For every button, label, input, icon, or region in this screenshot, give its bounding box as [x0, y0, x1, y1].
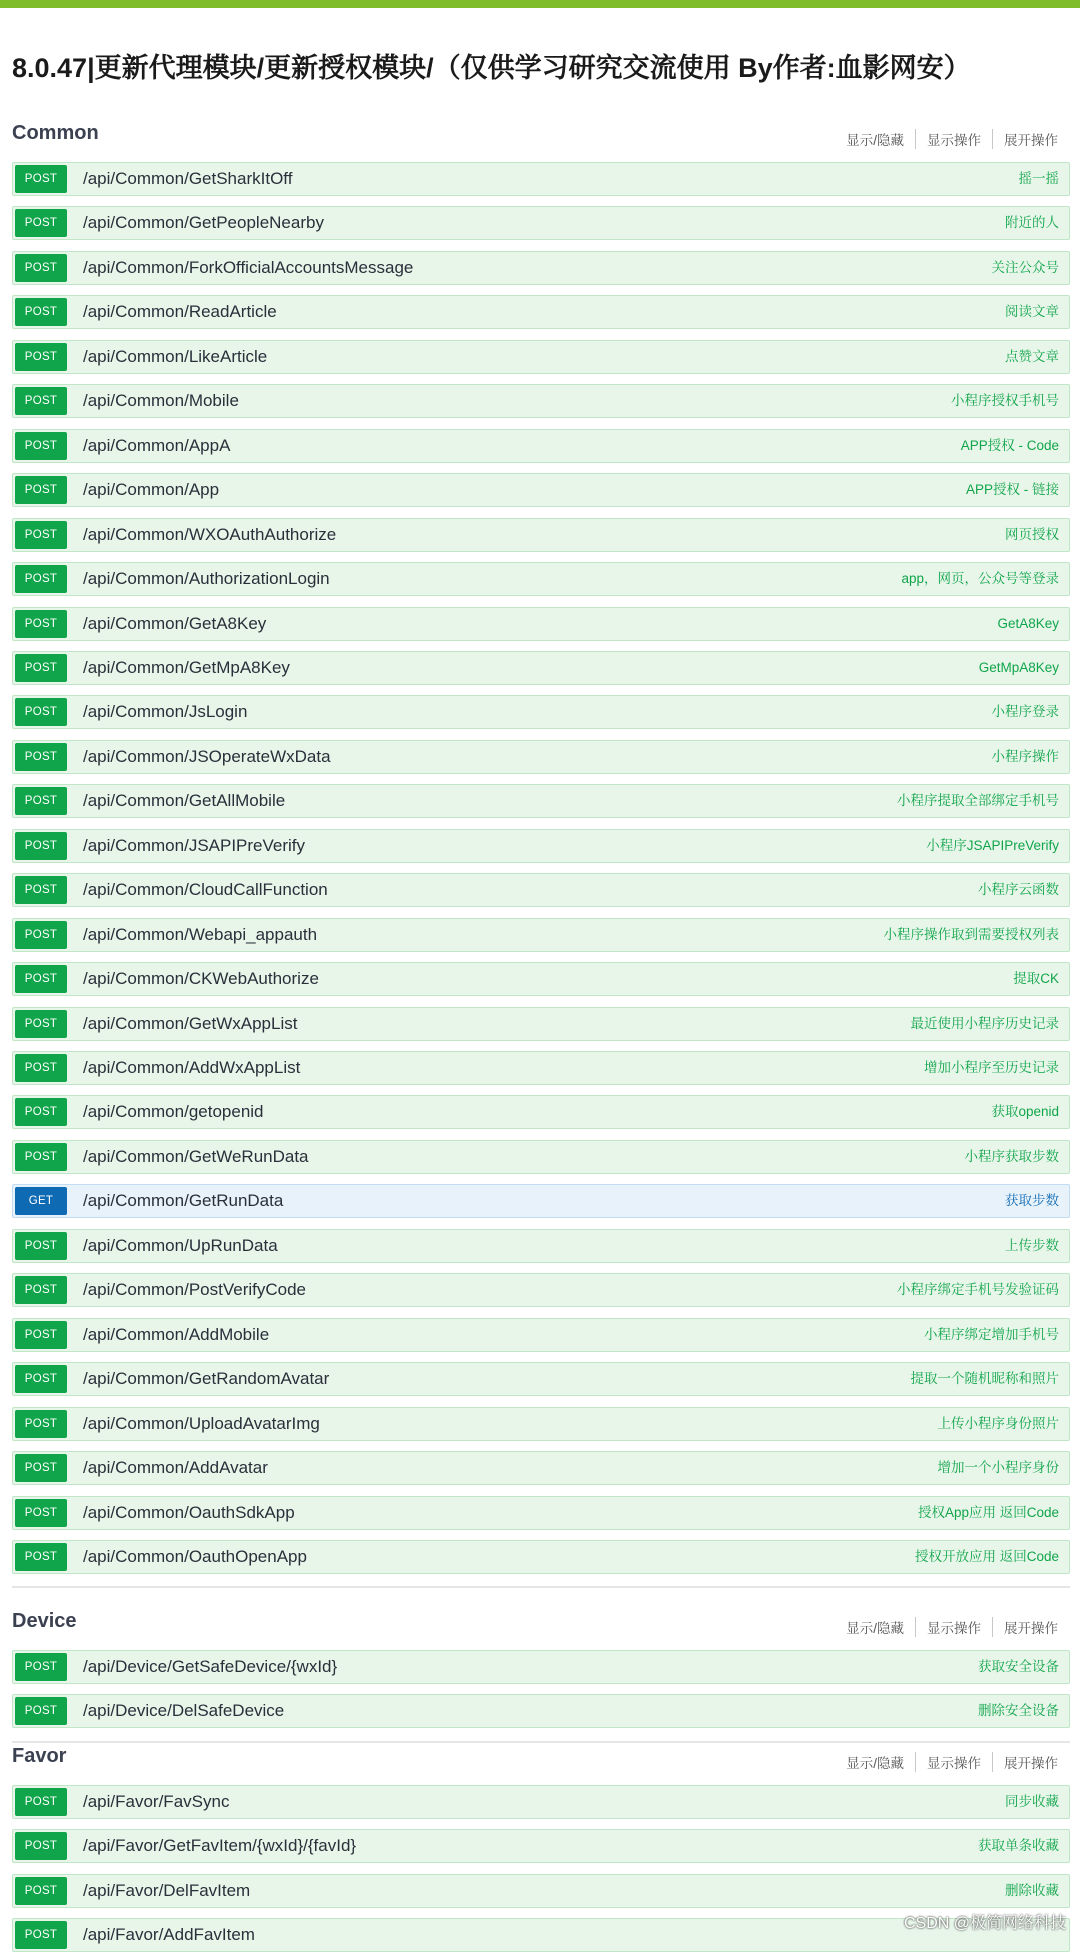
operation-row[interactable]	[12, 1407, 1070, 1441]
operation-row[interactable]	[12, 607, 1070, 641]
endpoint-path[interactable]: /api/Common/GetA8Key	[83, 613, 267, 633]
endpoint-path[interactable]: /api/Common/GetPeopleNearby	[83, 213, 324, 233]
endpoint-path[interactable]: /api/Common/GetAllMobile	[83, 791, 286, 811]
http-method-badge[interactable]: POST	[15, 921, 67, 949]
http-method-badge[interactable]: POST	[15, 832, 67, 860]
endpoint-summary[interactable]: 小程序绑定手机号发验证码	[897, 1282, 1059, 1298]
endpoint-summary[interactable]: 增加小程序至历史记录	[924, 1060, 1059, 1075]
endpoint-summary[interactable]: 小程序提取全部绑定手机号	[897, 793, 1059, 809]
endpoint-path[interactable]: /api/Common/JSAPIPreVerify	[83, 835, 306, 855]
endpoint-summary[interactable]: 删除收藏	[1005, 1882, 1059, 1898]
show-operations-link[interactable]: 显示操作	[915, 1752, 992, 1772]
endpoint-summary[interactable]: 关注公众号	[991, 259, 1059, 275]
http-method-badge[interactable]: POST	[15, 254, 67, 282]
endpoint-path[interactable]: /api/Common/PostVerifyCode	[83, 1280, 306, 1300]
endpoint-summary[interactable]: 小程序操作取到需要授权列表	[883, 926, 1059, 942]
watermark: CSDN @极简网络科技	[903, 1915, 1066, 1932]
operation-row[interactable]	[12, 918, 1070, 952]
operation-row[interactable]	[12, 1229, 1070, 1263]
operation-row[interactable]	[12, 1273, 1070, 1307]
expand-operations-link[interactable]: 展开操作	[992, 129, 1058, 149]
endpoint-path[interactable]: /api/Favor/FavSync	[83, 1792, 230, 1811]
endpoint-summary[interactable]: 获取步数	[1005, 1193, 1059, 1209]
section-header	[0, 112, 1080, 160]
endpoint-path[interactable]: /api/Common/UpRunData	[83, 1235, 278, 1255]
endpoint-path[interactable]: /api/Common/GetRunData	[83, 1191, 284, 1211]
operation-row[interactable]	[12, 429, 1070, 463]
endpoint-path[interactable]: /api/Common/CKWebAuthorize	[83, 969, 319, 989]
endpoint-path[interactable]: /api/Device/GetSafeDevice/{wxId}	[83, 1657, 338, 1676]
operation-row[interactable]	[12, 1694, 1070, 1728]
endpoint-summary[interactable]: app，网页，公众号等登录	[901, 571, 1059, 587]
operation-row[interactable]	[12, 740, 1070, 774]
endpoint-summary[interactable]: 提取一个随机昵称和照片	[910, 1371, 1059, 1387]
page-title: 8.0.47|更新代理模块/更新授权模块/（仅供学习研究交流使用 By作者:血影网安）	[12, 53, 971, 83]
operation-row[interactable]	[12, 1184, 1070, 1218]
operation-row[interactable]	[12, 206, 1070, 240]
operation-row[interactable]	[12, 1540, 1070, 1574]
endpoint-path[interactable]: /api/Common/CloudCallFunction	[83, 880, 328, 900]
http-method-badge[interactable]: POST	[15, 610, 67, 638]
section-header	[0, 1735, 1080, 1783]
endpoint-summary[interactable]: 阅读文章	[1005, 304, 1059, 320]
operation-row[interactable]	[12, 1785, 1070, 1819]
http-method-badge[interactable]: POST	[15, 1232, 67, 1260]
http-method-badge[interactable]: GET	[15, 1187, 67, 1215]
endpoint-summary[interactable]: 小程序JSAPIPreVerify	[926, 837, 1059, 853]
operation-row[interactable]	[12, 1140, 1070, 1174]
operation-row[interactable]	[12, 1650, 1070, 1684]
endpoint-path[interactable]: /api/Device/DelSafeDevice	[83, 1701, 285, 1721]
http-method-badge[interactable]: POST	[15, 1697, 67, 1725]
http-method-badge[interactable]: POST	[15, 1276, 67, 1304]
endpoint-path[interactable]: /api/Common/Webapi_appauth	[83, 924, 318, 944]
http-method-badge[interactable]: POST	[15, 743, 67, 771]
operation-row[interactable]	[12, 562, 1070, 596]
http-method-badge[interactable]: POST	[15, 521, 67, 549]
endpoint-path[interactable]: /api/Common/GetRandomAvatar	[83, 1369, 330, 1389]
operation-row[interactable]	[12, 1451, 1070, 1485]
endpoint-summary[interactable]: 小程序绑定增加手机号	[924, 1326, 1059, 1342]
operation-row[interactable]	[12, 162, 1070, 196]
http-method-badge[interactable]: POST	[15, 476, 67, 504]
endpoint-summary[interactable]: 小程序云函数	[978, 882, 1059, 898]
endpoint-path[interactable]: /api/Common/JsLogin	[83, 702, 248, 722]
endpoint-path[interactable]: /api/Common/OauthOpenApp	[83, 1546, 307, 1566]
operation-row[interactable]	[12, 1829, 1070, 1863]
endpoint-summary[interactable]: APP授权 - 链接	[965, 482, 1059, 498]
endpoint-path[interactable]: /api/Common/UploadAvatarImg	[83, 1413, 320, 1433]
toggle-visibility-link[interactable]: 显示/隐藏	[846, 1621, 904, 1636]
http-method-badge[interactable]: POST	[15, 432, 67, 460]
endpoint-path[interactable]: /api/Common/Mobile	[83, 391, 239, 411]
section-actions	[835, 1617, 1058, 1637]
operation-row[interactable]	[12, 1874, 1070, 1908]
endpoint-summary[interactable]: 增加一个小程序身份	[937, 1460, 1059, 1476]
endpoint-summary[interactable]: 提取CK	[1013, 971, 1059, 987]
endpoint-summary[interactable]: 获取单条收藏	[978, 1838, 1059, 1854]
toggle-visibility-link[interactable]: 显示/隐藏	[846, 1756, 904, 1771]
endpoint-summary[interactable]: 上传小程序身份照片	[937, 1415, 1059, 1431]
endpoint-path[interactable]: /api/Common/LikeArticle	[83, 346, 268, 366]
endpoint-summary[interactable]: 删除安全设备	[978, 1703, 1059, 1719]
http-method-badge[interactable]: POST	[15, 876, 67, 904]
operation-row[interactable]	[12, 384, 1070, 418]
endpoint-summary[interactable]: GetMpA8Key	[978, 659, 1059, 675]
http-method-badge[interactable]: POST	[15, 1143, 67, 1171]
endpoint-summary[interactable]: 网页授权	[1005, 526, 1059, 542]
operation-row[interactable]	[12, 1051, 1070, 1085]
http-method-badge[interactable]: POST	[15, 165, 67, 193]
expand-operations-link[interactable]: 展开操作	[992, 1752, 1058, 1772]
http-method-badge[interactable]: POST	[15, 1877, 67, 1905]
endpoint-summary[interactable]: 同步收藏	[1005, 1794, 1059, 1809]
http-method-badge[interactable]: POST	[15, 565, 67, 593]
top-accent-bar	[0, 0, 1080, 8]
endpoint-path[interactable]: /api/Common/ForkOfficialAccountsMessage	[83, 257, 414, 277]
show-operations-link[interactable]: 显示操作	[915, 129, 992, 149]
endpoint-summary[interactable]: 小程序登录	[991, 704, 1059, 720]
endpoint-summary[interactable]: 摇一摇	[1018, 171, 1059, 186]
operation-row[interactable]	[12, 784, 1070, 818]
endpoint-path[interactable]: /api/Common/GetWeRunData	[83, 1146, 309, 1166]
http-method-badge[interactable]: POST	[15, 1098, 67, 1126]
section-header	[0, 1600, 1080, 1648]
endpoint-path[interactable]: /api/Common/WXOAuthAuthorize	[83, 524, 337, 544]
endpoint-path[interactable]: /api/Common/GetWxAppList	[83, 1013, 298, 1033]
endpoint-summary[interactable]: 点赞文章	[1005, 348, 1059, 364]
http-method-badge[interactable]: POST	[15, 1921, 67, 1949]
operation-row[interactable]	[12, 1496, 1070, 1530]
endpoint-path[interactable]: /api/Common/App	[83, 480, 220, 500]
http-method-badge[interactable]: POST	[15, 1543, 67, 1571]
section-device	[0, 1600, 1080, 1721]
http-method-badge[interactable]: POST	[15, 698, 67, 726]
endpoint-path[interactable]: /api/Favor/DelFavItem	[83, 1880, 251, 1900]
endpoint-summary[interactable]: 最近使用小程序历史记录	[910, 1015, 1059, 1031]
endpoint-summary[interactable]: 授权开放应用 返回Code	[914, 1548, 1059, 1564]
endpoint-summary[interactable]: APP授权 - Code	[960, 437, 1059, 453]
endpoint-summary[interactable]: 授权App应用 返回Code	[917, 1504, 1059, 1520]
http-method-badge[interactable]: POST	[15, 387, 67, 415]
endpoint-path[interactable]: /api/Common/AppA	[83, 435, 231, 455]
operation-row[interactable]	[12, 651, 1070, 685]
endpoint-path[interactable]: /api/Common/AddAvatar	[83, 1458, 268, 1478]
http-method-badge[interactable]: POST	[15, 787, 67, 815]
operation-row[interactable]	[12, 518, 1070, 552]
http-method-badge[interactable]: POST	[15, 1454, 67, 1482]
http-method-badge[interactable]: POST	[15, 343, 67, 371]
operation-row[interactable]	[12, 1362, 1070, 1396]
endpoint-summary[interactable]: 获取openid	[991, 1104, 1059, 1120]
http-method-badge[interactable]: POST	[15, 1653, 67, 1681]
http-method-badge[interactable]: POST	[15, 1410, 67, 1438]
section-actions	[835, 129, 1058, 149]
endpoint-path[interactable]: /api/Common/ReadArticle	[83, 302, 277, 322]
endpoint-path[interactable]: /api/Common/getopenid	[83, 1102, 264, 1122]
section-title[interactable]: Favor	[12, 1745, 67, 1767]
endpoint-summary[interactable]: 小程序操作	[991, 748, 1059, 764]
endpoint-path[interactable]: /api/Favor/GetFavItem/{wxId}/{favId}	[83, 1836, 357, 1856]
endpoint-summary[interactable]: 小程序获取步数	[964, 1148, 1059, 1164]
endpoint-path[interactable]: /api/Common/GetSharkItOff	[83, 169, 293, 188]
operation-row[interactable]	[12, 1007, 1070, 1041]
endpoint-path[interactable]: /api/Favor/AddFavItem	[83, 1925, 255, 1945]
http-method-badge[interactable]: POST	[15, 1321, 67, 1349]
endpoint-path[interactable]: /api/Common/AddWxAppList	[83, 1058, 301, 1077]
endpoint-summary[interactable]: GetA8Key	[997, 615, 1059, 631]
operation-row[interactable]	[12, 1318, 1070, 1352]
endpoint-path[interactable]: /api/Common/OauthSdkApp	[83, 1502, 295, 1522]
section-common	[0, 112, 1080, 1566]
show-operations-link[interactable]: 显示操作	[915, 1617, 992, 1637]
http-method-badge[interactable]: POST	[15, 298, 67, 326]
section-title[interactable]: Device	[12, 1610, 77, 1632]
expand-operations-link[interactable]: 展开操作	[992, 1617, 1058, 1637]
operation-row[interactable]	[12, 962, 1070, 996]
operation-row[interactable]	[12, 251, 1070, 285]
operation-row[interactable]	[12, 340, 1070, 374]
section-title[interactable]: Common	[12, 122, 99, 144]
endpoint-summary[interactable]: 获取安全设备	[978, 1659, 1059, 1674]
http-method-badge[interactable]: POST	[15, 1499, 67, 1527]
endpoint-summary[interactable]: 小程序授权手机号	[951, 393, 1059, 409]
section-divider	[12, 1586, 1070, 1588]
section-actions	[835, 1752, 1058, 1772]
operation-row[interactable]	[12, 473, 1070, 507]
http-method-badge[interactable]: POST	[15, 1788, 67, 1816]
operation-row[interactable]	[12, 873, 1070, 907]
operation-row[interactable]	[12, 295, 1070, 329]
endpoint-summary[interactable]: 附近的人	[1005, 215, 1059, 231]
endpoint-path[interactable]: /api/Common/AuthorizationLogin	[83, 569, 330, 589]
operation-row[interactable]	[12, 1095, 1070, 1129]
endpoint-path[interactable]: /api/Common/AddMobile	[83, 1324, 270, 1344]
endpoint-path[interactable]: /api/Common/JSOperateWxData	[83, 746, 331, 766]
http-method-badge[interactable]: POST	[15, 209, 67, 237]
http-method-badge[interactable]: POST	[15, 654, 67, 682]
http-method-badge[interactable]: POST	[15, 1365, 67, 1393]
http-method-badge[interactable]: POST	[15, 1832, 67, 1860]
http-method-badge[interactable]: POST	[15, 1010, 67, 1038]
http-method-badge[interactable]: POST	[15, 1054, 67, 1082]
endpoint-path[interactable]: /api/Common/GetMpA8Key	[83, 657, 290, 677]
operation-row[interactable]	[12, 829, 1070, 863]
operation-row[interactable]	[12, 695, 1070, 729]
toggle-visibility-link[interactable]: 显示/隐藏	[846, 133, 904, 148]
endpoint-summary[interactable]: 上传步数	[1005, 1237, 1059, 1253]
http-method-badge[interactable]: POST	[15, 965, 67, 993]
